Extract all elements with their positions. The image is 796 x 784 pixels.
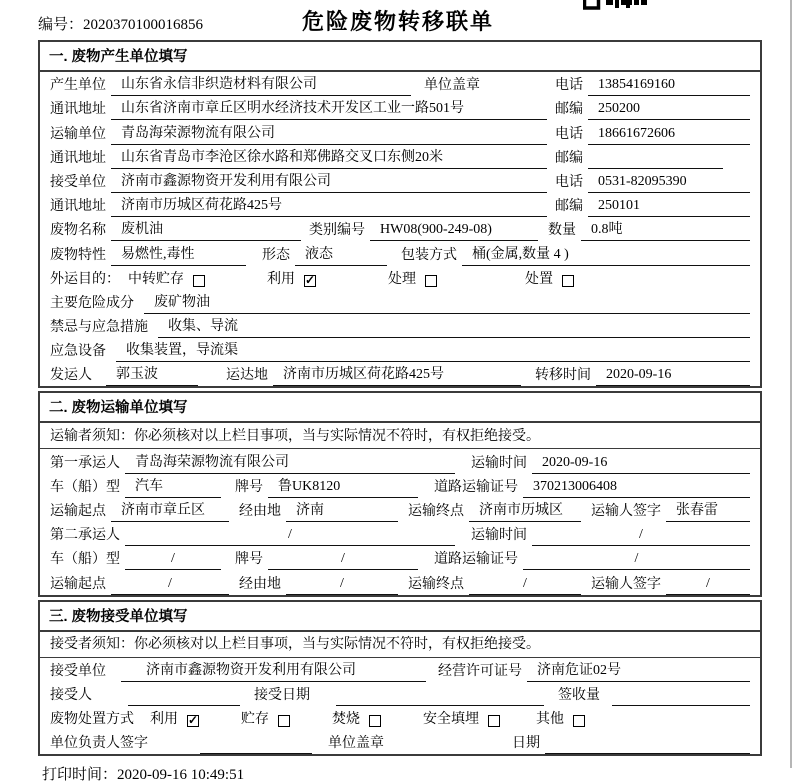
purpose-option-label: 处置 [525,271,553,287]
carrier1-license-label: 道路运输证号 [434,479,518,495]
transfer-date-label: 转移时间 [535,368,591,384]
purpose-checkbox-transfer-storage [193,275,205,287]
row-receiver [40,169,760,193]
measures-value: 收集、导流 [158,315,750,338]
quantity-label: 数量 [548,223,576,239]
permit-label: 经营许可证号 [438,663,522,679]
purpose-option-label: 处理 [388,271,416,287]
purpose-option-transfer-storage [128,268,205,290]
section-transport [38,391,762,596]
hazard-value: 废矿物油 [144,291,750,314]
purpose-checkbox-dispose [562,275,574,287]
received-qty-label: 签收量 [558,687,600,703]
doc-number [38,13,203,34]
disposal-label: 废物处置方式 [50,712,134,728]
page-edge-line [790,0,792,768]
hazard-label: 主要危险成分 [50,295,134,311]
head-sign-value [200,751,312,754]
receive-date-label: 接受日期 [254,687,310,703]
carrier2-plate-value: / [268,551,418,570]
row-waste-character [40,241,760,265]
carrier1-origin-label: 运输起点 [50,504,106,519]
transport-notice [40,423,760,449]
producer-zip-label: 邮编 [555,102,583,118]
disposal-checkbox-utilize [187,715,199,727]
row-waste-name [40,217,760,241]
carrier2-sign-value: / [666,576,750,595]
receiver-zip-value: 250101 [588,198,750,217]
carrier2-via-value: / [286,576,398,595]
waste-name-label: 废物名称 [50,223,106,239]
row-equipment [40,338,760,362]
row-head-sign [40,730,760,754]
carrier1-vehicle-label: 车（船）型 [50,479,120,495]
carrier1-origin-value: 济南市章丘区 [111,499,229,522]
receiver-address-value: 济南市历城区荷花路425号 [111,194,547,217]
transporter-zip-label: 邮编 [555,150,583,166]
disposal-option-label: 利用 [150,712,178,728]
row-producer-address [40,96,760,120]
disposal-option-label: 焚烧 [332,712,360,728]
carrier1-license-value: 370213006408 [523,479,750,498]
head-sign-label: 单位负责人签字 [50,736,148,752]
row-producer [40,72,760,96]
carrier1-via-label: 经由地 [239,504,281,519]
transporter-address-value: 山东省青岛市李沧区徐水路和郑佛路交叉口东侧20米 [111,146,547,169]
carrier2-time-value: / [532,527,750,546]
receiver-value: 济南市鑫源物资开发利用有限公司 [111,170,547,193]
packing-value: 桶(金属,数量 4 ) [462,243,750,266]
purpose-option-dispose [525,268,574,290]
row-shipper [40,362,760,386]
form-value: 液态 [295,243,387,266]
carrier1-sign-value: 张春雷 [666,499,750,522]
carrier2-origin-label: 运输起点 [50,576,106,592]
row-recipient [40,682,760,706]
page-title: 危险废物转移联单 [301,9,494,34]
producer-phone-label: 电话 [555,78,583,94]
row-carrier2-vehicle [40,546,760,570]
measures-label: 禁忌与应急措施 [50,320,148,336]
doc-number-value: 2020370100016856 [83,17,204,33]
carrier1-label: 第一承运人 [50,455,120,471]
disposal-option-label: 安全填埋 [423,712,479,728]
transporter-address-label: 通讯地址 [50,150,106,166]
packing-label: 包装方式 [401,247,457,263]
carrier2-label: 第二承运人 [50,528,120,544]
purpose-option-label: 中转贮存 [128,271,184,287]
receive-notice [40,632,760,658]
received-qty-value [612,703,750,706]
row-carrier2-route [40,570,760,594]
disposal-option-label: 贮存 [241,712,269,728]
transporter-phone-label: 电话 [555,126,583,142]
purpose-option-label: 利用 [267,271,295,287]
form-label: 形态 [262,247,290,263]
disposal-checkbox-other [573,715,585,727]
receiver-phone-label: 电话 [555,174,583,190]
row-transporter-address [40,145,760,169]
carrier2-sign-label: 运输人签字 [591,576,661,592]
row-carrier1 [40,449,760,473]
disposal-checkbox-incinerate [369,715,381,727]
transfer-date-value: 2020-09-16 [596,367,750,386]
destination-label: 运达地 [226,368,268,384]
carrier2-vehicle-value: / [125,551,221,570]
row-transporter [40,120,760,144]
shipper-value: 郭玉波 [106,363,198,386]
row-hazard [40,290,760,314]
category-label: 类别编号 [309,223,365,239]
disposal-option-landfill [423,708,500,730]
print-time-label: 打印时间： [42,767,118,784]
receive-notice-text: 接受者须知：你必须核对以上栏目事项，当与实际情况不符时，有权拒绝接受。 [50,637,540,653]
row-carrier1-vehicle [40,474,760,498]
doc-number-label: 编号： [38,17,84,33]
print-time [42,763,796,784]
producer-address-value: 山东省济南市章丘区明水经济技术开发区工业一路501号 [111,97,547,120]
carrier1-time-value: 2020-09-16 [532,455,750,474]
qr-code-icon [583,0,647,10]
row-measures [40,314,760,338]
section-receive [38,600,762,757]
receive-unit-value: 济南市鑫源物资开发利用有限公司 [121,659,426,682]
producer-zip-value: 250200 [588,101,750,120]
receive-unit-label: 接受单位 [50,663,106,679]
row-carrier1-route [40,498,760,522]
equipment-value: 收集装置，导流渠 [116,339,750,362]
character-value: 易燃性,毒性 [111,243,246,266]
carrier2-end-label: 运输终点 [408,576,464,592]
receiver-zip-label: 邮编 [555,199,583,215]
carrier1-via-value: 济南 [286,499,398,522]
disposal-option-utilize [150,708,199,730]
section-receive-title: 三. 废物接受单位填写 [40,602,760,632]
carrier1-end-value: 济南市历城区 [469,499,581,522]
disposal-option-incinerate [332,708,381,730]
carrier1-end-label: 运输终点 [408,504,464,519]
section-producer [38,40,762,388]
receiver-address-label: 通讯地址 [50,199,106,215]
carrier1-value: 青岛海荣源物流有限公司 [125,451,455,474]
purpose-option-utilize [267,268,316,290]
carrier1-sign-label: 运输人签字 [591,504,661,519]
carrier2-via-label: 经由地 [239,576,281,592]
carrier1-plate-value: 鲁UK8120 [268,475,418,498]
disposal-checkbox-landfill [488,715,500,727]
carrier2-plate-label: 牌号 [235,552,263,568]
section-transport-title: 二. 废物运输单位填写 [40,393,760,423]
transporter-zip-value [588,166,723,169]
producer-value: 山东省永信非织造材料有限公司 [111,73,411,96]
carrier2-license-value: / [523,551,750,570]
disposal-option-other [536,708,585,730]
carrier1-vehicle-value: 汽车 [125,475,221,498]
disposal-option-storage [241,708,290,730]
print-time-value: 2020-09-16 10:49:51 [117,767,245,784]
disposal-checkbox-storage [278,715,290,727]
transport-notice-text: 运输者须知：你必须核对以上栏目事项，当与实际情况不符时，有权拒绝接受。 [50,428,540,444]
recipient-label: 接受人 [50,687,92,703]
permit-value: 济南危证02号 [527,659,750,682]
producer-label: 产生单位 [50,78,106,94]
transporter-value: 青岛海荣源物流有限公司 [111,122,547,145]
producer-seal-label: 单位盖章 [424,78,480,94]
producer-phone-value: 13854169160 [588,77,750,96]
carrier2-vehicle-label: 车（船）型 [50,552,120,568]
carrier2-time-label: 运输时间 [471,528,527,544]
row-disposal [40,706,760,730]
row-receiver-address [40,193,760,217]
receive-seal-label: 单位盖章 [328,736,384,752]
date-label: 日期 [512,736,540,752]
transporter-phone-value: 18661672606 [588,126,750,145]
recipient-value [128,703,240,706]
carrier2-license-label: 道路运输证号 [434,552,518,568]
equipment-label: 应急设备 [50,344,106,360]
character-label: 废物特性 [50,247,106,263]
transporter-label: 运输单位 [50,126,106,142]
carrier2-end-value: / [469,576,581,595]
carrier1-plate-label: 牌号 [235,479,263,495]
purpose-option-treat [388,268,437,290]
receiver-phone-value: 0531-82095390 [588,174,750,193]
producer-address-label: 通讯地址 [50,102,106,118]
waste-name-value: 废机油 [111,218,301,241]
carrier2-value: / [125,527,455,546]
receiver-label: 接受单位 [50,174,106,190]
category-value: HW08(900-249-08) [370,222,538,241]
disposal-option-label: 其他 [536,712,564,728]
destination-value: 济南市历城区荷花路425号 [273,363,521,386]
section-producer-title: 一. 废物产生单位填写 [40,42,760,72]
purpose-label: 外运目的： [50,271,120,287]
receive-date-value [336,703,544,706]
document-header [0,0,796,40]
purpose-checkbox-treat [425,275,437,287]
row-purpose [40,266,760,290]
carrier2-origin-value: / [111,576,229,595]
purpose-checkbox-utilize [304,275,316,287]
row-carrier2 [40,522,760,546]
carrier1-time-label: 运输时间 [471,455,527,471]
date-value [545,751,750,754]
row-receive-unit [40,658,760,682]
shipper-label: 发运人 [50,368,92,384]
quantity-value: 0.8吨 [581,218,750,241]
